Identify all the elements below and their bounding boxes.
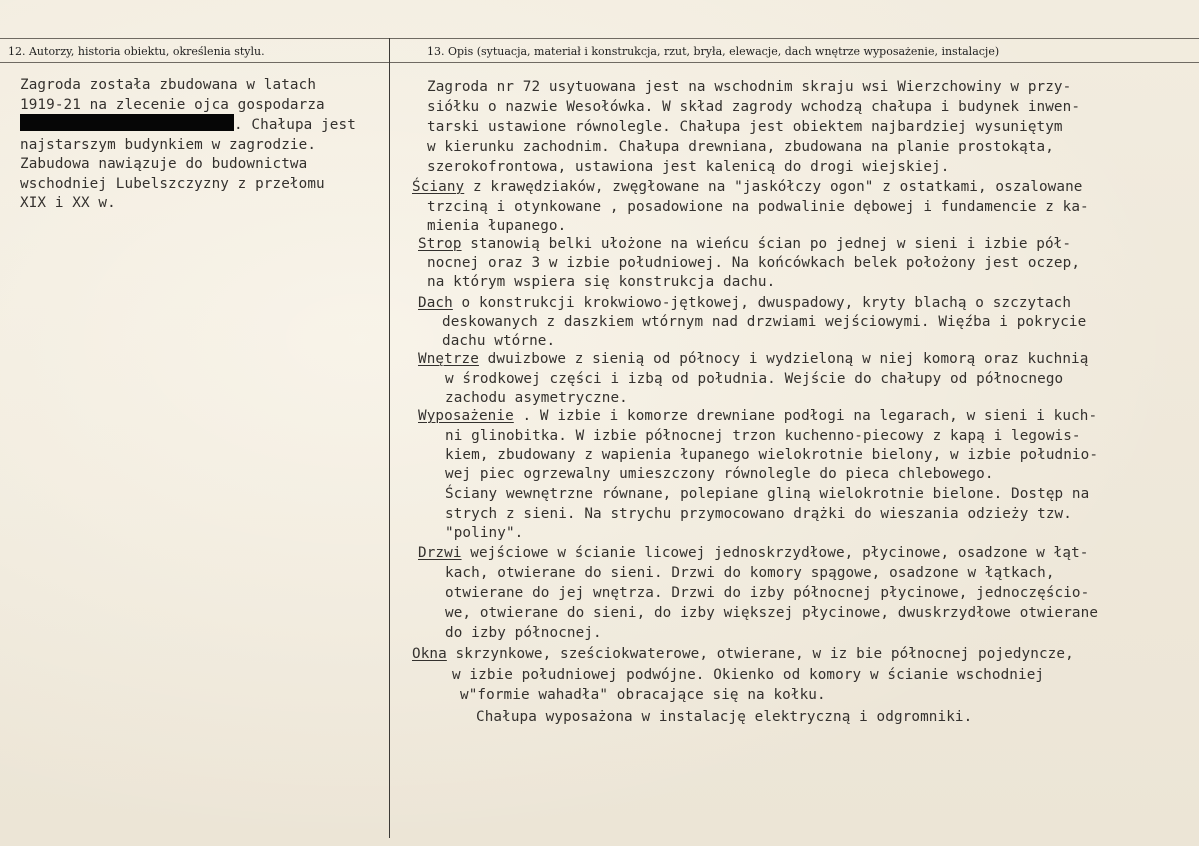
drzwi-line: kach, otwierane do sieni. Drzwi do komory spągowe, osadzone w łątkach, [445,565,1055,581]
wyposazenie-line: "poliny". [445,525,524,541]
strop-paragraph [418,235,1071,253]
dach-line: o konstrukcji krokwiowo-jętkowej, dwuspadowy, kryty blachą o szczytach [452,295,1072,311]
left-line: Zagroda została zbudowana w latach [20,77,317,93]
okna-heading: Okna [412,646,447,662]
wyposazenie-line: . W izbie i komorze drewniane podłogi na legarach, w sieni i kuch- [513,408,1098,424]
wnetrze-line: w środkowej części i izbą od południa. Wejście do chałupy od północnego [445,371,1064,387]
wyposazenie-line: strych z sieni. Na strychu przymocowano drążki do wieszania odzieży tzw. [445,506,1072,522]
section-12-header: 12. Autorzy, historia obiektu, określenia stylu. [8,45,265,58]
left-line: najstarszym budynkiem w zagrodzie. [20,137,317,153]
drzwi-paragraph [418,544,1088,562]
top-rule [0,38,1199,39]
sciany-heading: Ściany [412,179,465,195]
left-line: 1919-21 na zlecenie ojca gospodarza [20,97,325,113]
intro-line: w kierunku zachodnim. Chałupa drewniana, zbudowana na planie prostokąta, [427,139,1054,155]
dach-heading: Dach [418,295,453,311]
wyposazenie-paragraph [418,407,1097,425]
wyposazenie-line: wej piec ogrzewalny umieszczony równolegle do pieca chlebowego. [445,466,994,482]
left-line: XIX i XX w. [20,195,116,211]
drzwi-line: otwierane do jej wnętrza. Drzwi do izby północnej płycinowe, jednoczęścio- [445,585,1090,601]
drzwi-line: wejściowe w ścianie licowej jednoskrzydłowe, płycinowe, osadzone w łąt- [461,545,1089,561]
intro-line: Zagroda nr 72 usytuowana jest na wschodnim skraju wsi Wierzchowiny w przy- [427,79,1072,95]
dach-paragraph [418,294,1071,312]
sciany-line: z krawędziaków, zwęgłowane na "jaskółczy ogon" z ostatkami, oszalowane [464,179,1083,195]
strop-line: stanowią belki ułożone na wieńcu ścian po jednej w sieni i izbie pół- [461,236,1072,252]
redaction-bar [20,114,234,131]
wnetrze-line: zachodu asymetryczne. [445,390,628,406]
okna-paragraph [412,645,1074,663]
header-rule [0,62,1199,63]
intro-line: szerokofrontowa, ustawiona jest kalenicą do drogi wiejskiej. [427,159,950,175]
section-13-header: 13. Opis (sytuacja, materiał i konstrukcja, rzut, bryła, elewacje, dach wnętrze wyposażenie, instalacje) [427,45,1000,58]
wyposazenie-line: kiem, zbudowany z wapienia łupanego wielokrotnie bielony, w izbie południo- [445,447,1099,463]
strop-heading: Strop [418,236,462,252]
dach-line: dachu wtórne. [442,333,556,349]
left-line: wschodniej Lubelszczyzny z przełomu [20,176,325,192]
strop-line: nocnej oraz 3 w izbie południowej. Na końcówkach belek położony jest oczep, [427,255,1081,271]
wnetrze-paragraph [418,350,1088,368]
drzwi-line: we, otwierane do sieni, do izby większej płycinowe, dwuskrzydłowe otwierane [445,605,1099,621]
strop-line: na którym wspiera się konstrukcja dachu. [427,274,776,290]
wyposazenie-line: ni glinobitka. W izbie północnej trzon kuchenno-piecowy z kapą i legowis- [445,428,1081,444]
intro-line: tarski ustawione równolegle. Chałupa jest obiektem najbardziej wysuniętym [427,119,1063,135]
wnetrze-heading: Wnętrze [418,351,479,367]
okna-line: w izbie południowej podwójne. Okienko od komory w ścianie wschodniej [452,667,1045,683]
dach-line: deskowanych z daszkiem wtórnym nad drzwiami wejściowymi. Więźba i pokrycie [442,314,1087,330]
drzwi-line: do izby północnej. [445,625,602,641]
okna-line: w"formie wahadła" obracające się na kołku. [460,687,826,703]
left-line: . Chałupa jest [234,117,356,133]
drzwi-heading: Drzwi [418,545,462,561]
wyposazenie-heading: Wyposażenie [418,408,514,424]
column-divider [389,38,390,838]
wyposazenie-line: Ściany wewnętrzne równane, polepiane gliną wielokrotnie bielone. Dostęp na [445,486,1090,502]
intro-line: siółku o nazwie Wesołówka. W skład zagrody wchodzą chałupa i budynek inwen- [427,99,1081,115]
okna-line: Chałupa wyposażona w instalację elektryczną i odgromniki. [476,709,973,725]
left-line: Zabudowa nawiązuje do budownictwa [20,156,308,172]
wnetrze-line: dwuizbowe z sienią od północy i wydzieloną w niej komorą oraz kuchnią [478,351,1089,367]
sciany-line: mienia łupanego. [427,218,567,234]
sciany-paragraph [412,178,1082,196]
sciany-line: trzciną i otynkowane , posadowione na podwalinie dębowej i fundamencie z ka- [427,199,1089,215]
okna-line: skrzynkowe, sześciokwaterowe, otwierane, w iz bie północnej pojedyncze, [446,646,1074,662]
